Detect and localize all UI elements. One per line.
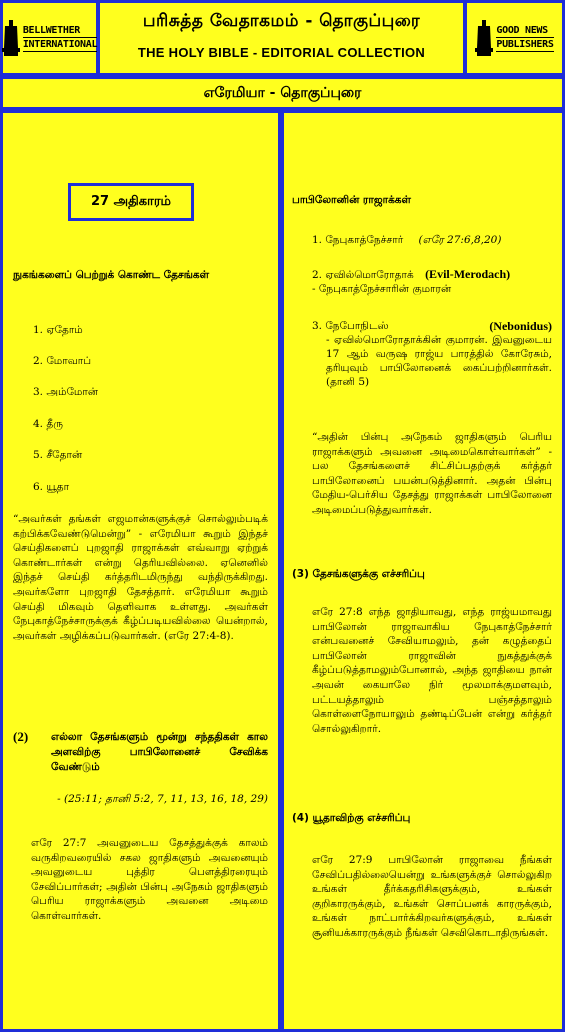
right-logo-line1: GOOD NEWS [496, 24, 553, 38]
bell-tower-icon [2, 18, 20, 58]
king-2 [312, 267, 552, 296]
nation-item: 4. தீரு [33, 418, 63, 430]
king-3-name: 3. நேபோநிடஸ் [312, 320, 389, 332]
chapter-bar-title: எரேமியா - தொகுப்புரை [203, 85, 362, 101]
section2-reference: - (25:11; தானி 5:2, 7, 11, 13, 16, 18, 29) [57, 793, 268, 805]
paragraph-2: எரே 27:7 அவனுடைய தேசத்துக்குக் காலம் வருகிறவரையில் சகல ஜாதிகளும் அவனையும் அவனுடைய புத்திர பௌத்திரரையும் சேவிப்பார்கள்; அதின் பின்பு அநேகம் ஜாதிகளும் பெரிய ராஜாக்களும் அவனை அடிமை கொள்வார்கள். [31, 837, 268, 922]
bell-tower-icon [475, 18, 493, 58]
good-news-logo [467, 3, 562, 73]
section2-heading: எல்லா தேசங்களும் மூன்று சந்ததிகள் கால அளவிற்கு பாபிலோனைச் சேவிக்க வேண்டும் [51, 731, 268, 773]
left-logo-line2: INTERNATIONAL [22, 39, 98, 50]
nation-item: 3. அம்மோன் [33, 386, 99, 398]
paragraph-1: “அவர்கள் தங்கள் எஜமான்களுக்குச் சொல்லும்படிக் கற்பிக்கவேண்டுமென்று” - எரேமியா கூறும் இந்தச் செய்திகளைப் புறஜாதி ராஜாக்கள் எவ்வாறு ஏற்றுக் கொண்டார்கள் என்று தெரியவில்லை. ஏனெனில் இந்தச் செய்தி கர்த்தரிடமிருந்து வந்திருக்கிறது. அவர்களோ புறஜாதி தேசத்தார். எரேமியா கூறும் செய்தி மிகவும் தெளிவாக உள்ளது. அவர்கள் நேபுகாத்நேச்சாருக்குக் கீழ்ப்படியவில்லை யென்றால், அவர்கள் அழிக்கப்படுவார்கள். (எரே 27:4-8). [13, 513, 268, 642]
chapter-bar [3, 79, 562, 107]
title-tamil: பரிசுத்த வேதாகமம் - தொகுப்புரை [142, 11, 421, 31]
section1-heading: நுகங்களைப் பெற்றுக் கொண்ட தேசங்கள் [13, 269, 210, 281]
chapter-label-box [68, 183, 194, 221]
bellwether-logo [3, 3, 96, 73]
title-panel [100, 3, 463, 73]
paragraph-3: “அதின் பின்பு அநேகம் ஜாதிகளும் பெரிய ராஜாக்களும் அவனை அடிமைகொள்வார்கள்” - பல தேசங்களைச் சிட்சிப்பதற்குக் கர்த்தர் பாபிலோனைப் பயன்படுத்தினார். அதன் பின்பு மேதிய-பெர்சிய தேசத்து ராஜாக்கள் பாபிலோனை அடிமைப்படுத்துவார்கள். [312, 431, 552, 516]
nation-item: 5. சீதோன் [33, 449, 83, 461]
king-1-reference: (எரே 27:6,8,20) [418, 234, 502, 246]
king-3-description: - ஏவில்மொரோதாக்கின் குமாரன். இவனுடைய 17 ஆம் வருஷ ராஜ்ய பாரத்தில் கோரேசும், தரியுவும் பாபிலோனைக் கைப்பற்றினார்கள். (தானி 5) [326, 334, 552, 388]
nation-item: 2. மோவாப் [33, 355, 92, 367]
king-1-name: 1. நேபுகாத்நேச்சார் [312, 234, 404, 246]
section4-heading: (4) யூதாவிற்கு எச்சரிப்பு [292, 812, 411, 824]
kings-heading: பாபிலோனின் ராஜாக்கள் [292, 194, 411, 206]
king-3 [312, 319, 552, 389]
left-column [3, 113, 278, 1029]
paragraph-5: எரே 27:9 பாபிலோன் ராஜாவை நீங்கள் சேவிப்பதில்லையென்று உங்களுக்குச் சொல்லுகிற உங்கள் தீர்க்கதரிசிகளுக்கும், உங்கள் குறிகாரருக்கும், உங்கள் சொப்பனக் காரருக்கும், உங்கள் நாட்பார்க்கிறவர்களுக்கும், உங்கள் சூனியக்காரருக்கும் நீங்கள் செவிகொடாதிருங்கள். [312, 854, 552, 939]
nation-item: 1. ஏதோம் [33, 324, 83, 336]
king-2-description: - நேபுகாத்நேச்சாரின் குமாரன் [312, 283, 452, 295]
section2-number: (2) [13, 729, 29, 744]
paragraph-4: எரே 27:8 எந்த ஜாதியாவது, எந்த ராஜ்யமாவது பாபிலோன் ராஜாவாகிய நேபுகாத்நேச்சார் என்பவனைச் சேவியாமலும், தன் கழுத்தைப் பாபிலோன் ராஜாவின் நுகத்துக்குக் கீழ்ப்படுத்தாமலும்போனால், அந்த ஜாதியை நான் அவன் கையாலே நிர் மூலமாக்குமளவும், பட்டயத்தாலும் பஞ்சத்தாலும் கொள்ளைநோயாலும் தண்டிப்பேன் என்று கர்த்தர் சொல்லுகிறார். [312, 606, 552, 735]
king-2-name: 2. ஏவில்மொரோதாக் [312, 269, 414, 281]
nation-item: 6. யூதா [33, 481, 70, 493]
king-3-english: (Nebonidus) [489, 319, 552, 333]
right-logo-line2: PUBLISHERS [496, 39, 554, 50]
king-1 [312, 233, 501, 247]
left-logo-line1: BELLWETHER [23, 24, 97, 38]
section3-heading: (3) தேசங்களுக்கு எச்சரிப்பு [292, 568, 425, 580]
right-column [284, 113, 562, 1029]
title-english: THE HOLY BIBLE - EDITORIAL COLLECTION [137, 45, 426, 60]
chapter-label: 27 அதிகாரம் [91, 194, 171, 209]
king-2-english: (Evil-Merodach) [425, 267, 511, 281]
